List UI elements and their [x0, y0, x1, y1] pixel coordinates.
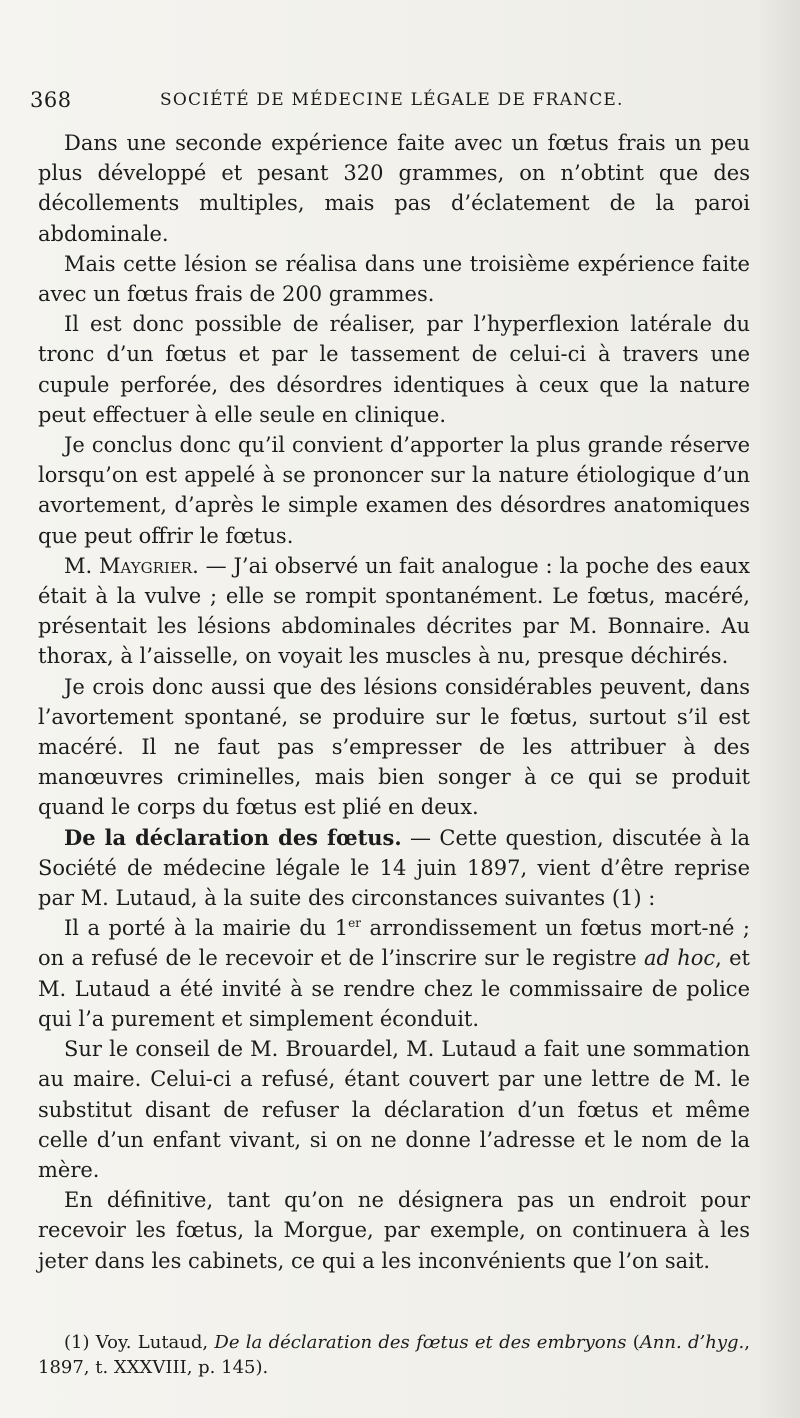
paragraph-10: En définitive, tant qu’on ne désignera pas un endroit pour recevoir les fœtus, la Morgue, par exemple, on continuera à les jeter dans les cabinets, ce qui a les inconvénients que l’on sait. [38, 1188, 750, 1273]
paragraph-8 [38, 913, 750, 1034]
superscript-er: er [348, 916, 361, 931]
paragraph-8-middle: arrondissement un fœtus mort-né ; on a refusé de le recevoir et de l’inscrire sur le registre [38, 916, 750, 971]
page-edge-shadow [758, 0, 800, 1418]
paragraph-4: Je conclus donc qu’il convient d’apporter la plus grande réserve lorsqu’on est appelé à se prononcer sur la nature étiologique d’un avortement, d’après le simple examen des désordres anatomiques que peut offrir le fœtus. [38, 433, 750, 548]
paragraph-5 [38, 551, 750, 672]
paragraph-9: Sur le conseil de M. Brouardel, M. Lutaud a fait une sommation au maire. Celui-ci a refusé, étant couvert par une lettre de M. le substitut disant de refuser la déclaration d’un fœtus et même celle d’un enfant vivant, si on ne donne l’adresse et le nom de la mère. [38, 1037, 750, 1182]
italic-ad-hoc: ad hoc [643, 946, 716, 971]
running-head [30, 88, 770, 120]
page-number: 368 [30, 88, 72, 112]
paragraph-1: Dans une seconde expérience faite avec un fœtus frais un peu plus développé et pesant 320 grammes, on n’obtint que des décollements multiples, mais pas d’éclatement de la paroi abdominale. [38, 131, 750, 246]
footnote [38, 1330, 750, 1380]
paragraph-7-text: — Cette question, discutée à la Société de médecine légale le 14 juin 1897, vient d’être reprise par M. Lutaud, à la suite des circonstances suivantes (1) : [38, 825, 751, 911]
paragraph-8-end: , et M. Lutaud a été invité à se rendre chez le commissaire de police qui l’a purement et simplement éconduit. [38, 946, 750, 1031]
paragraph-3: Il est donc possible de réaliser, par l’hyperflexion latérale du tronc d’un fœtus et par le tassement de celui-ci à travers une cupule perforée, des désordres identiques à ceux que la nature peut effectuer à elle seule en clinique. [38, 312, 750, 427]
paragraph-2: Mais cette lésion se réalisa dans une troisième expérience faite avec un fœtus frais de 200 grammes. [38, 251, 750, 307]
paragraph-5-text: J’ai observé un fait analogue : la poche des eaux était à la vulve ; elle se rompit spontanément. Le fœtus, macéré, présentait les lésions abdominales décrites par M. Bonnaire. Au thorax, à l’aisselle, on voyait les muscles à nu, presque déchirés. [38, 553, 750, 669]
footnote-mid: ( [626, 1332, 640, 1353]
body-text [38, 128, 750, 1276]
speaker-name: M. Maygrier. — [64, 553, 227, 578]
section-title: De la déclaration des fœtus. [64, 824, 402, 850]
footnote-journal: Ann. d’hyg. [639, 1332, 745, 1353]
paragraph-7 [38, 823, 750, 914]
footnote-title: De la déclaration des fœtus et des embryons [214, 1332, 627, 1353]
footnote-prefix: (1) Voy. Lutaud, [64, 1332, 215, 1353]
paragraph-8-start: Il a porté à la mairie du 1 [64, 916, 349, 941]
paragraph-6: Je crois donc aussi que des lésions considérables peuvent, dans l’avortement spontané, se produire sur le fœtus, surtout s’il est macéré. Il ne faut pas s’empresser de les attribuer à des manœuvres criminelles, mais bien songer à ce qui se produit quand le corps du fœtus est plié en deux. [38, 674, 750, 820]
footnote-suffix: , 1897, t. XXXVIII, p. 145). [38, 1332, 750, 1378]
running-title: SOCIÉTÉ DE MÉDECINE LÉGALE DE FRANCE. [160, 90, 624, 110]
